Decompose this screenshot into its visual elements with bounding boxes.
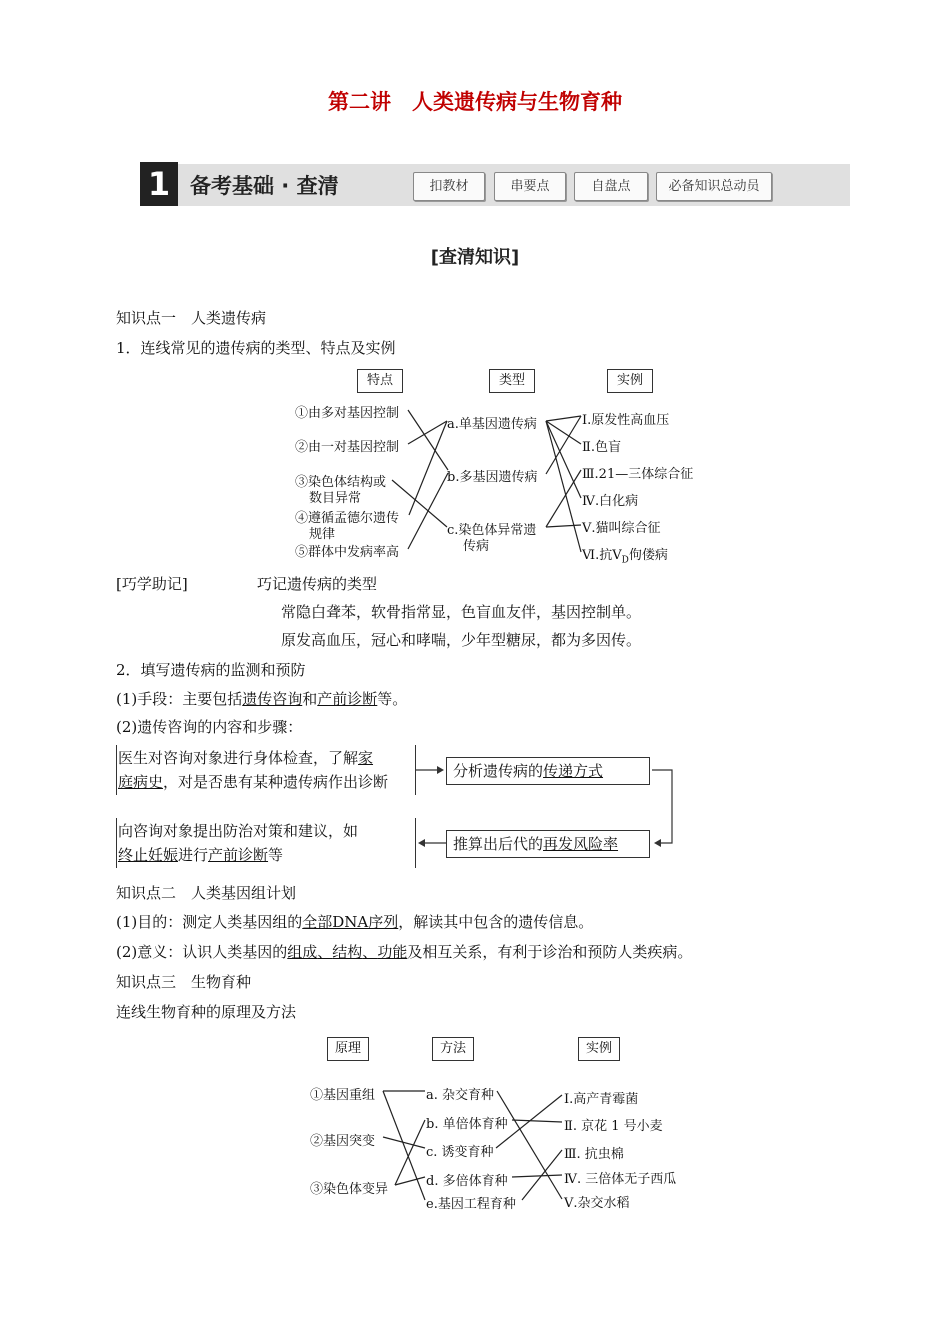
principle-2: ②基因突变 xyxy=(310,1134,376,1149)
feature-4-cont: 规律 xyxy=(309,527,336,542)
page-title: 第二讲 人类遗传病与生物育种 xyxy=(328,90,622,114)
type-c: c.染色体异常遗 xyxy=(447,523,537,538)
method-e: e.基因工程育种 xyxy=(426,1197,516,1212)
diagram1-header-feature: 特点 xyxy=(357,369,403,393)
diagram2-header-example: 实例 xyxy=(578,1037,620,1061)
diagram2-header-method: 方法 xyxy=(432,1037,474,1061)
diagram1-header-type: 类型 xyxy=(489,369,535,393)
button-textbook[interactable]: 扣教材 xyxy=(413,172,485,201)
breed-example-4: Ⅳ. 三倍体无子西瓜 xyxy=(564,1172,677,1187)
line-b-II xyxy=(512,1120,562,1122)
feature-2: ②由一对基因控制 xyxy=(295,440,400,455)
feature-3: ③染色体结构或 xyxy=(295,475,387,490)
kp1-means: (1)手段：主要包括遗传咨询和产前诊断等。 xyxy=(116,690,408,708)
example-1: Ⅰ.原发性高血压 xyxy=(582,413,670,428)
type-c-cont: 传病 xyxy=(463,539,490,554)
button-knowledge-review[interactable]: 必备知识总动员 xyxy=(656,172,772,201)
kp3-line: 连线生物育种的原理及方法 xyxy=(116,1003,297,1021)
kp2-heading: 知识点二 人类基因组计划 xyxy=(116,884,297,902)
breed-example-1: Ⅰ.高产青霉菌 xyxy=(564,1092,639,1107)
example-3: Ⅲ.21—三体综合征 xyxy=(582,467,694,482)
example-2: Ⅱ.色盲 xyxy=(582,440,621,455)
kp2-goal: (1)目的：测定人类基因组的全部DNA序列，解读其中包含的遗传信息。 xyxy=(116,913,594,931)
example-5: Ⅴ.猫叫综合征 xyxy=(582,521,661,536)
method-c: c. 诱变育种 xyxy=(426,1145,494,1160)
line-a-V xyxy=(497,1091,562,1199)
button-keypoints[interactable]: 串要点 xyxy=(494,172,566,201)
type-a: a.单基因遗传病 xyxy=(447,417,537,432)
line-p1-e xyxy=(383,1091,425,1200)
feature-1: ①由多对基因控制 xyxy=(295,406,400,421)
feature-4: ④遵循孟德尔遗传 xyxy=(295,511,400,526)
flow-step1: 医生对咨询对象进行身体检查，了解家 庭病史，对是否患有某种遗传病作出诊断 xyxy=(118,749,389,791)
flow-step3: 推算出后代的再发风险率 xyxy=(446,830,650,858)
line-p3-b xyxy=(395,1120,425,1185)
type-b: b.多基因遗传病 xyxy=(447,470,538,485)
banner-heading: 备考基础 · 查清 xyxy=(190,174,339,198)
tip-title: 巧记遗传病的类型 xyxy=(257,575,378,593)
kp1-heading: 知识点一 人类遗传病 xyxy=(116,309,267,327)
breed-example-3: Ⅲ. 抗虫棉 xyxy=(564,1147,624,1162)
kp1-item2: 2．填写遗传病的监测和预防 xyxy=(116,661,306,679)
section-title: [查清知识] xyxy=(430,247,520,268)
breed-example-5: Ⅴ.杂交水稻 xyxy=(564,1196,630,1211)
tip-line2: 原发高血压，冠心和哮喘，少年型糖尿，都为多因传。 xyxy=(281,631,642,649)
example-4: Ⅳ.白化病 xyxy=(582,494,639,509)
kp1-item1: 1．连线常见的遗传病的类型、特点及实例 xyxy=(116,339,396,357)
diagram2-header-principle: 原理 xyxy=(327,1037,369,1061)
kp2-significance: (2)意义：认识人类基因的组成、结构、功能及相互关系，有利于诊治和预防人类疾病。 xyxy=(116,943,693,961)
principle-3: ③染色体变异 xyxy=(310,1182,389,1197)
method-a: a. 杂交育种 xyxy=(426,1088,495,1103)
method-b: b. 单倍体育种 xyxy=(426,1117,508,1132)
method-d: d. 多倍体育种 xyxy=(426,1174,508,1189)
diagram1-header-example: 实例 xyxy=(607,369,653,393)
tip-label: [巧学助记] xyxy=(116,575,188,593)
kp1-content: (2)遗传咨询的内容和步骤： xyxy=(116,718,303,736)
line-d-IV xyxy=(512,1175,562,1177)
breed-example-2: Ⅱ. 京花 1 号小麦 xyxy=(564,1119,663,1134)
feature-3-cont: 数目异常 xyxy=(309,491,362,506)
kp3-heading: 知识点三 生物育种 xyxy=(116,973,252,991)
tip-line1: 常隐白聋苯，软骨指常显，色盲血友伴，基因控制单。 xyxy=(281,603,642,621)
flow-step4: 向咨询对象提出防治对策和建议，如 终止妊娠进行产前诊断等 xyxy=(118,822,359,864)
line-p3-d xyxy=(395,1177,425,1185)
button-selfcheck[interactable]: 自盘点 xyxy=(574,172,648,201)
principle-1: ①基因重组 xyxy=(310,1088,376,1103)
banner-number: 1 xyxy=(140,162,178,206)
example-6: Ⅵ.抗$V_D$佝偻病 xyxy=(582,548,668,566)
flow-step2: 分析遗传病的传递方式 xyxy=(446,757,650,785)
feature-5: ⑤群体中发病率高 xyxy=(295,545,400,560)
